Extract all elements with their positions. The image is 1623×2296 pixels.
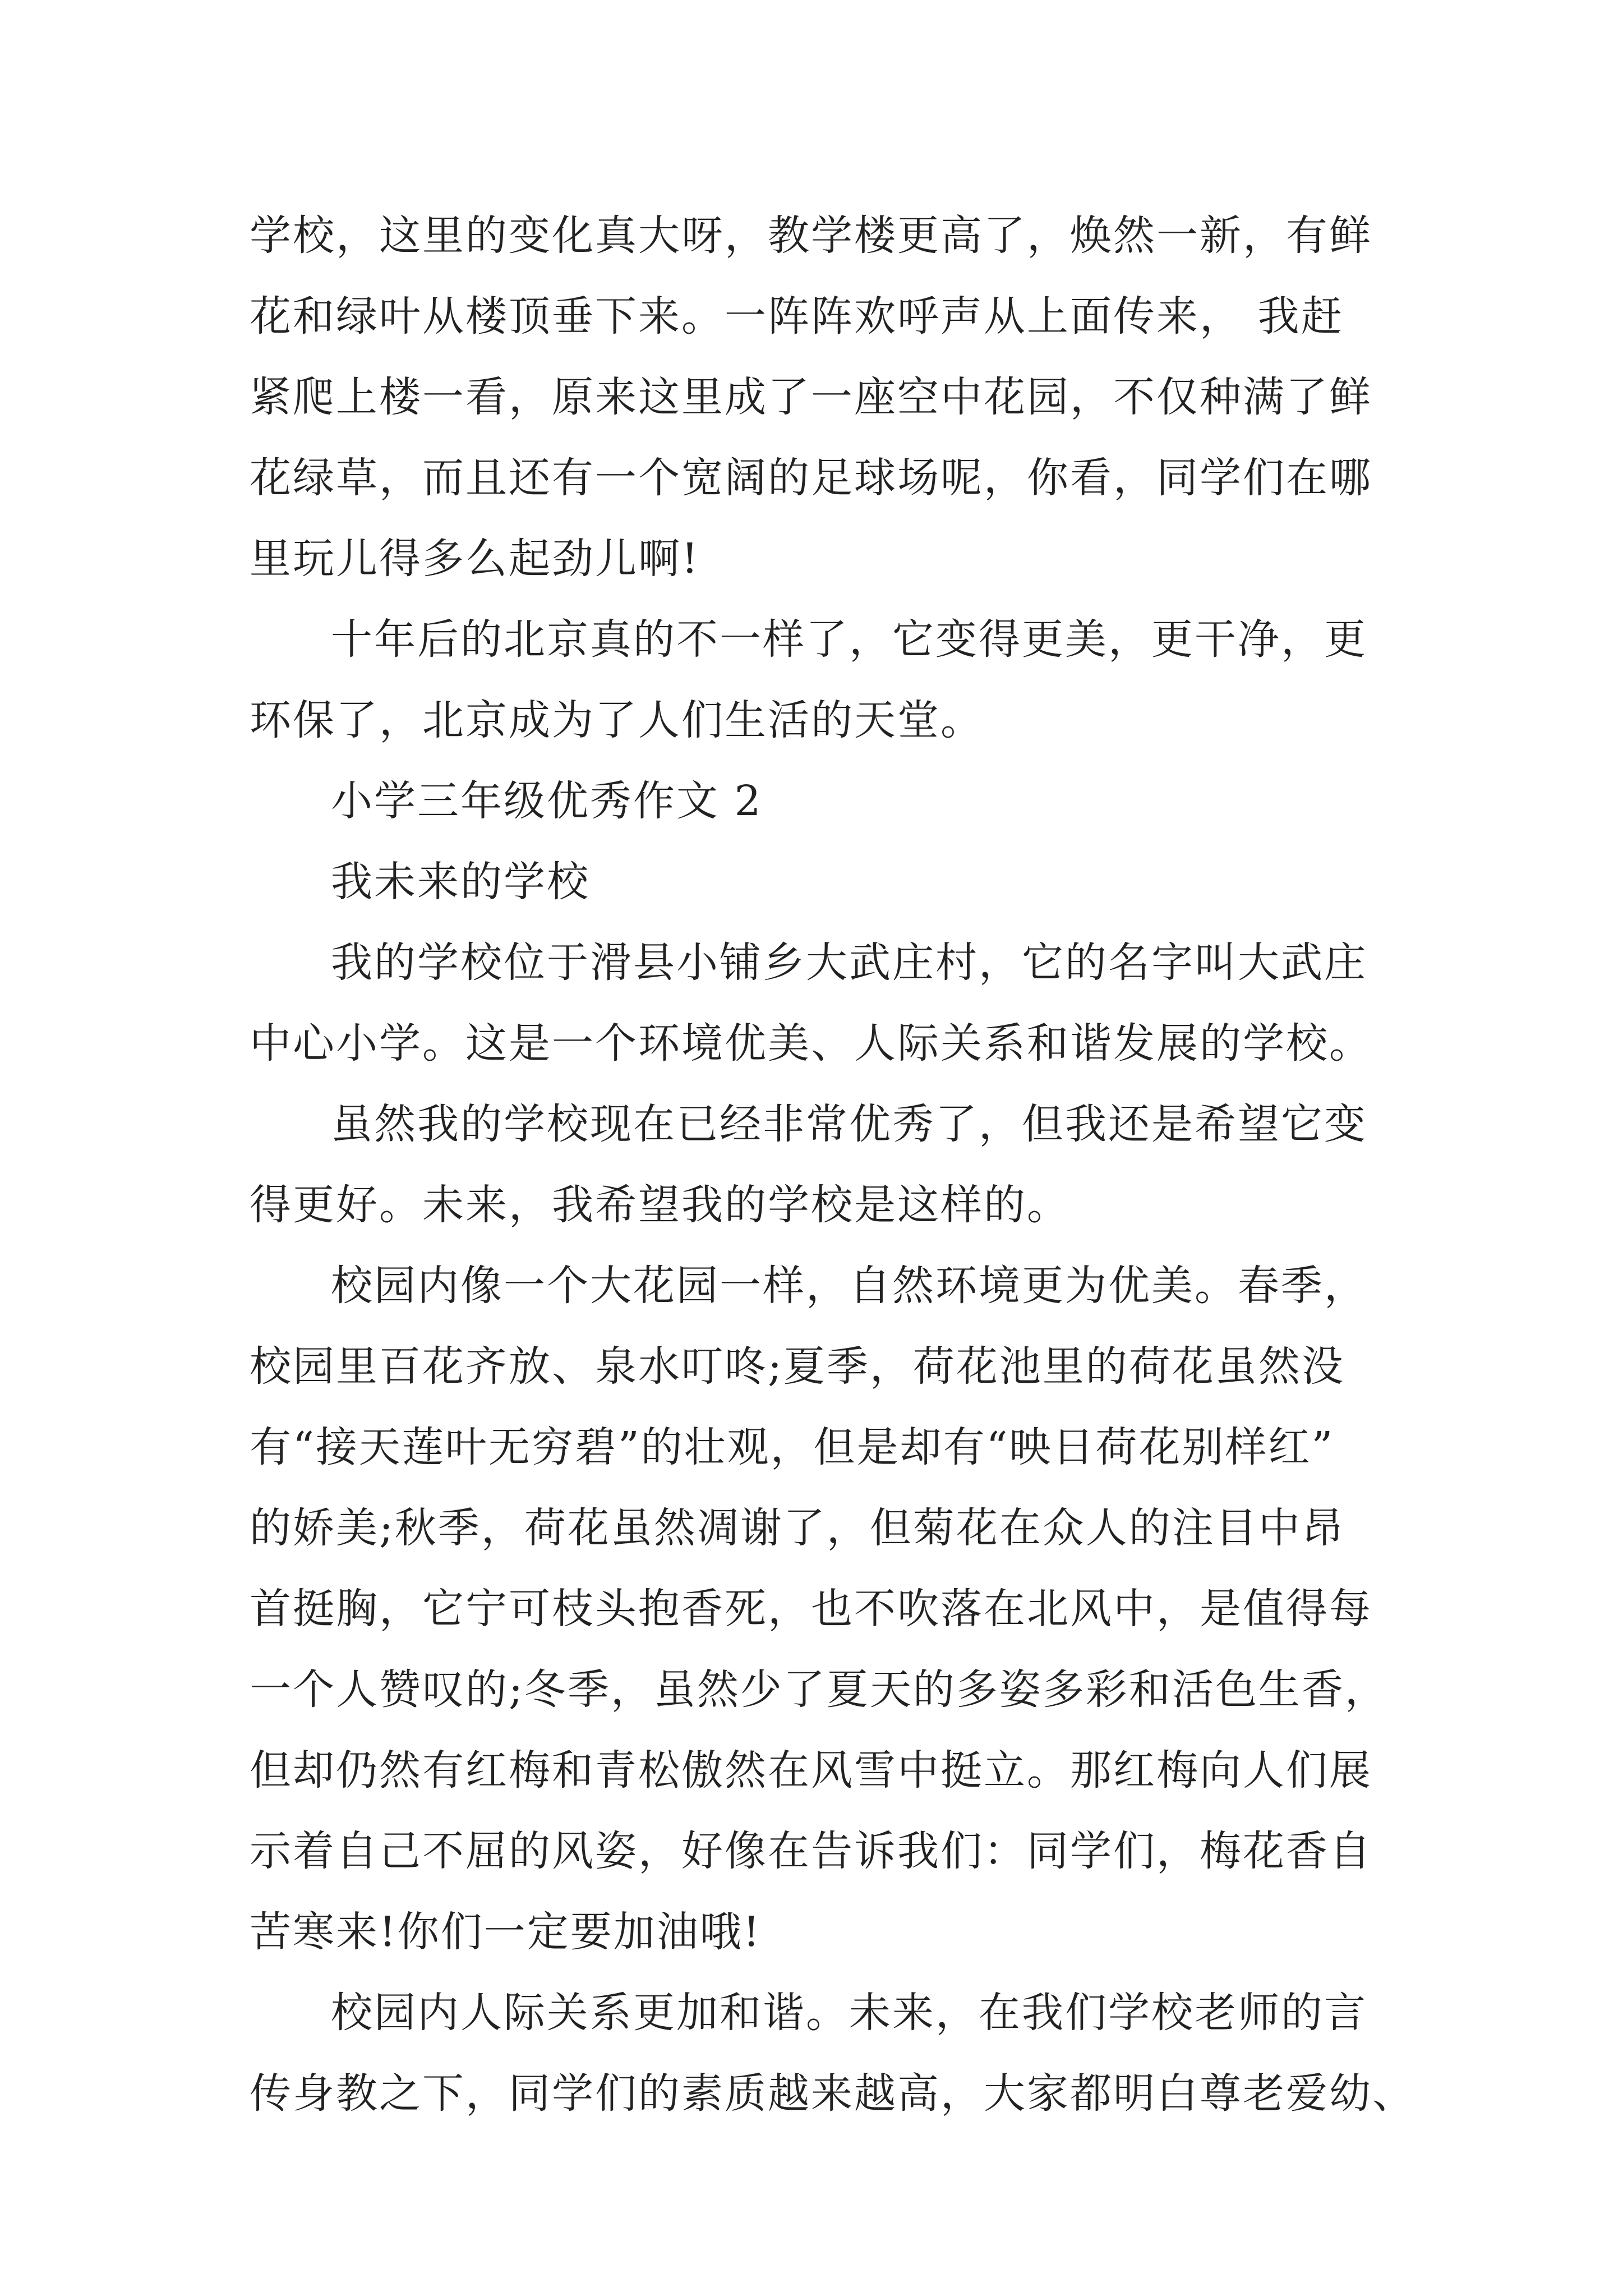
text-line: 花和绿叶从楼顶垂下来。一阵阵欢呼声从上面传来， 我赶 bbox=[250, 292, 1344, 341]
text-line: 的娇美;秋季，荷花虽然凋谢了，但菊花在众人的注目中昂 bbox=[250, 1504, 1345, 1552]
text-line: 首挺胸，它宁可枝头抱香死，也不吹落在北风中，是值得每 bbox=[250, 1585, 1372, 1633]
text-line: 传身教之下，同学们的素质越来越高，大家都明白尊老爱幼、 bbox=[250, 2069, 1415, 2118]
text-line: 一个人赞叹的;冬季，虽然少了夏天的多姿多彩和活色生香， bbox=[250, 1665, 1388, 1714]
paragraph-first-line: 我的学校位于滑县小铺乡大武庄村，它的名字叫大武庄 bbox=[331, 938, 1367, 987]
text-line: 有“接天莲叶无穷碧”的壮观，但是却有“映日荷花别样红” bbox=[250, 1423, 1335, 1471]
paragraph-first-line: 校园内像一个大花园一样，自然环境更为优美。春季， bbox=[331, 1262, 1367, 1310]
text-line: 苦寒来!你们一定要加油哦! bbox=[250, 1908, 762, 1956]
text-line: 但却仍然有红梅和青松傲然在风雪中挺立。那红梅向人们展 bbox=[250, 1746, 1372, 1795]
text-line: 环保了，北京成为了人们生活的天堂。 bbox=[250, 696, 984, 744]
paragraph-first-line: 十年后的北京真的不一样了，它变得更美，更干净，更 bbox=[331, 615, 1367, 664]
text-line: 示着自己不屈的风姿，好像在告诉我们：同学们，梅花香自 bbox=[250, 1827, 1372, 1875]
text-line: 里玩儿得多么起劲儿啊! bbox=[250, 535, 700, 583]
text-line: 中心小学。这是一个环境优美、人际关系和谐发展的学校。 bbox=[250, 1019, 1372, 1068]
essay-heading: 小学三年级优秀作文 2 bbox=[331, 777, 763, 825]
text-line: 得更好。未来，我希望我的学校是这样的。 bbox=[250, 1181, 1070, 1229]
text-line: 学校，这里的变化真大呀，教学楼更高了，焕然一新，有鲜 bbox=[250, 211, 1372, 260]
text-line: 校园里百花齐放、泉水叮咚;夏季，荷花池里的荷花虽然没 bbox=[250, 1342, 1345, 1391]
paragraph-first-line: 虽然我的学校现在已经非常优秀了，但我还是希望它变 bbox=[331, 1100, 1367, 1148]
text-line: 紧爬上楼一看，原来这里成了一座空中花园，不仅种满了鲜 bbox=[250, 373, 1372, 421]
text-line: 花绿草，而且还有一个宽阔的足球场呢，你看，同学们在哪 bbox=[250, 454, 1372, 502]
essay-title: 我未来的学校 bbox=[331, 858, 590, 906]
paragraph-first-line: 校园内人际关系更加和谐。未来，在我们学校老师的言 bbox=[331, 1989, 1367, 2037]
